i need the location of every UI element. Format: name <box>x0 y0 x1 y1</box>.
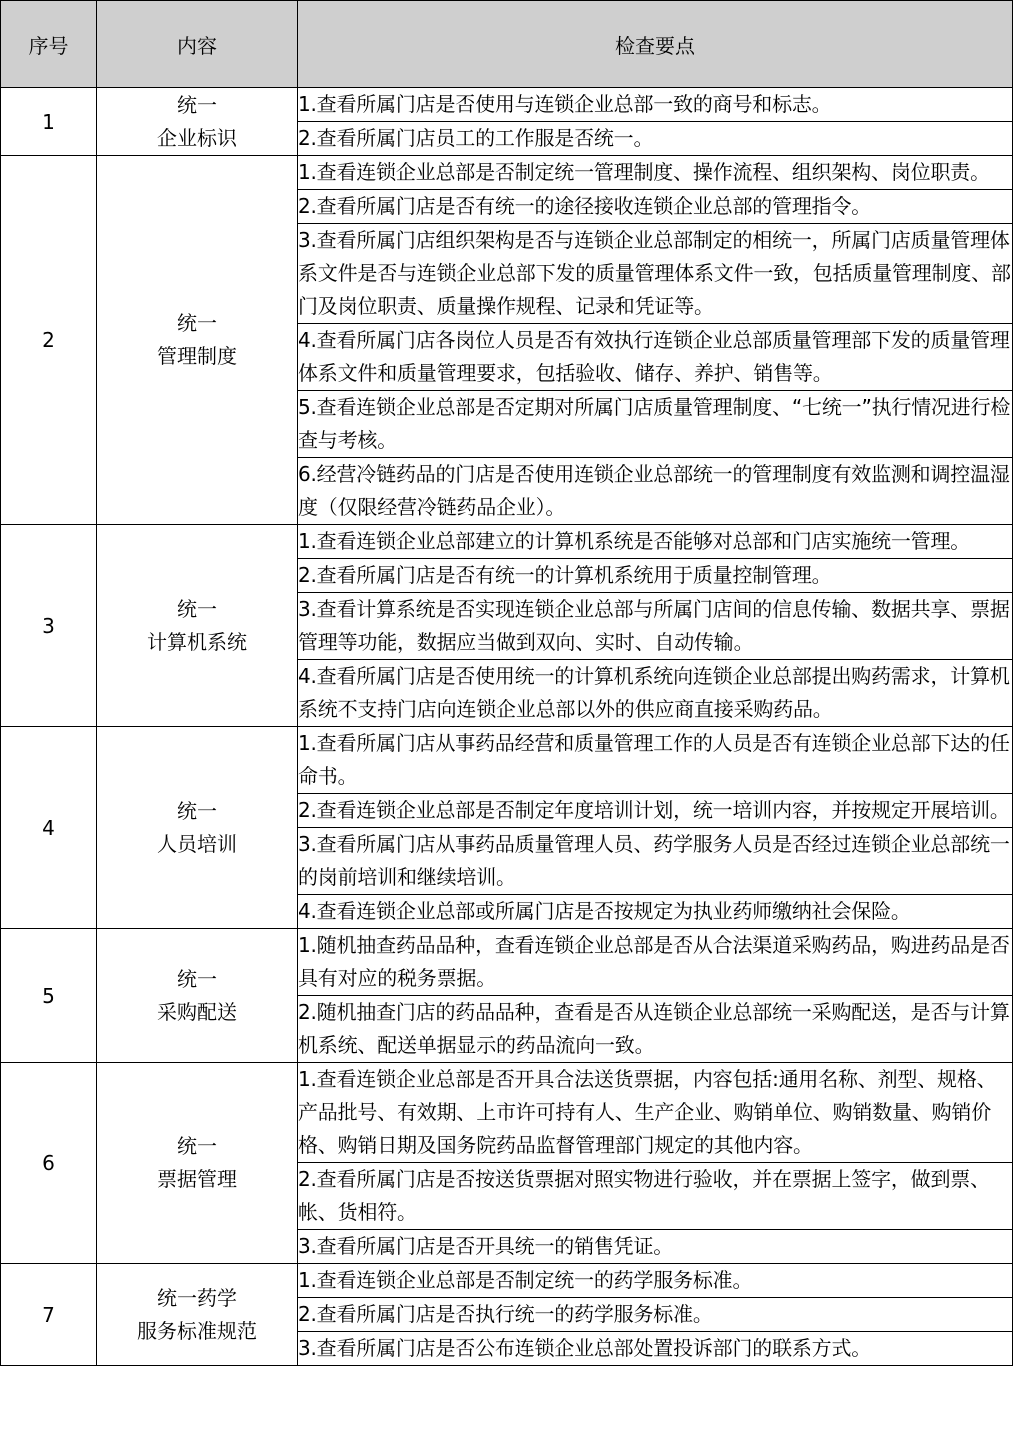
check-point: 5.查看连锁企业总部是否定期对所属门店质量管理制度、“七统一”执行情况进行检查与考核。 <box>298 391 1013 458</box>
check-point: 3.查看所属门店是否开具统一的销售凭证。 <box>298 1230 1013 1264</box>
header-seq: 序号 <box>1 1 97 88</box>
category-line: 统一 <box>177 966 217 991</box>
check-point: 1.查看连锁企业总部是否制定统一的药学服务标准。 <box>298 1264 1013 1298</box>
header-content: 内容 <box>97 1 298 88</box>
check-point: 4.查看所属门店是否使用统一的计算机系统向连锁企业总部提出购药需求，计算机系统不支持门店向连锁企业总部以外的供应商直接采购药品。 <box>298 660 1013 727</box>
header-points: 检查要点 <box>298 1 1013 88</box>
check-point: 1.随机抽查药品品种，查看连锁企业总部是否从合法渠道采购药品，购进药品是否具有对应的税务票据。 <box>298 929 1013 996</box>
category-line: 管理制度 <box>157 344 237 368</box>
row-category <box>97 88 298 156</box>
row-category <box>97 1063 298 1264</box>
table-body <box>1 88 1013 1366</box>
table-row <box>1 156 1013 190</box>
category-line: 统一 <box>177 311 217 335</box>
row-seq: 7 <box>1 1264 97 1366</box>
check-point: 2.查看所属门店是否有统一的计算机系统用于质量控制管理。 <box>298 559 1013 593</box>
table-row <box>1 727 1013 794</box>
check-point: 3.查看所属门店从事药品质量管理人员、药学服务人员是否经过连锁企业总部统一的岗前培训和继续培训。 <box>298 828 1013 895</box>
table-row <box>1 929 1013 996</box>
check-point: 3.查看所属门店组织架构是否与连锁企业总部制定的相统一，所属门店质量管理体系文件是否与连锁企业总部下发的质量管理体系文件一致，包括质量管理制度、部门及岗位职责、质量操作规程、记录和凭证等。 <box>298 224 1013 324</box>
table-row <box>1 1063 1013 1163</box>
check-point: 3.查看计算系统是否实现连锁企业总部与所属门店间的信息传输、数据共享、票据管理等功能，数据应当做到双向、实时、自动传输。 <box>298 593 1013 660</box>
row-seq: 6 <box>1 1063 97 1264</box>
category-line: 统一 <box>177 596 217 621</box>
table-row <box>1 525 1013 559</box>
row-category <box>97 525 298 727</box>
row-category <box>97 929 298 1063</box>
check-point: 1.查看所属门店从事药品经营和质量管理工作的人员是否有连锁企业总部下达的任命书。 <box>298 727 1013 794</box>
row-category <box>97 727 298 929</box>
check-point: 2.查看所属门店员工的工作服是否统一。 <box>298 122 1013 156</box>
row-seq: 5 <box>1 929 97 1063</box>
check-point: 1.查看连锁企业总部是否制定统一管理制度、操作流程、组织架构、岗位职责。 <box>298 156 1013 190</box>
table-row <box>1 88 1013 122</box>
category-line: 人员培训 <box>157 831 237 856</box>
category-line: 计算机系统 <box>147 629 247 654</box>
row-seq: 1 <box>1 88 97 156</box>
category-line: 统一 <box>177 92 217 117</box>
row-category <box>97 156 298 525</box>
check-point: 1.查看连锁企业总部是否开具合法送货票据，内容包括:通用名称、剂型、规格、产品批号、有效期、上市许可持有人、生产企业、购销单位、购销数量、购销价格、购销日期及国务院药品监督管理部门规定的其他内容。 <box>298 1063 1013 1163</box>
category-line: 统一药学 <box>157 1285 237 1310</box>
row-seq: 2 <box>1 156 97 525</box>
check-point: 4.查看所属门店各岗位人员是否有效执行连锁企业总部质量管理部下发的质量管理体系文件和质量管理要求，包括验收、储存、养护、销售等。 <box>298 324 1013 391</box>
category-line: 票据管理 <box>157 1167 237 1191</box>
check-point: 2.查看连锁企业总部是否制定年度培训计划，统一培训内容，并按规定开展培训。 <box>298 794 1013 828</box>
check-point: 3.查看所属门店是否公布连锁企业总部处置投诉部门的联系方式。 <box>298 1332 1013 1366</box>
check-point: 1.查看所属门店是否使用与连锁企业总部一致的商号和标志。 <box>298 88 1013 122</box>
row-seq: 3 <box>1 525 97 727</box>
category-line: 统一 <box>177 798 217 823</box>
check-point: 2.查看所属门店是否执行统一的药学服务标准。 <box>298 1298 1013 1332</box>
row-category <box>97 1264 298 1366</box>
check-point: 2.随机抽查门店的药品品种，查看是否从连锁企业总部统一采购配送，是否与计算机系统、配送单据显示的药品流向一致。 <box>298 996 1013 1063</box>
check-point: 2.查看所属门店是否有统一的途径接收连锁企业总部的管理指令。 <box>298 190 1013 224</box>
category-line: 服务标准规范 <box>137 1318 257 1343</box>
check-point: 4.查看连锁企业总部或所属门店是否按规定为执业药师缴纳社会保险。 <box>298 895 1013 929</box>
category-line: 企业标识 <box>157 125 237 150</box>
header-row <box>1 1 1013 88</box>
check-point: 1.查看连锁企业总部建立的计算机系统是否能够对总部和门店实施统一管理。 <box>298 525 1013 559</box>
category-line: 采购配送 <box>157 999 237 1024</box>
check-point: 6.经营冷链药品的门店是否使用连锁企业总部统一的管理制度有效监测和调控温湿度（仅限经营冷链药品企业）。 <box>298 458 1013 525</box>
check-point: 2.查看所属门店是否按送货票据对照实物进行验收，并在票据上签字，做到票、帐、货相符。 <box>298 1163 1013 1230</box>
table-row <box>1 1264 1013 1298</box>
row-seq: 4 <box>1 727 97 929</box>
category-line: 统一 <box>177 1134 217 1158</box>
